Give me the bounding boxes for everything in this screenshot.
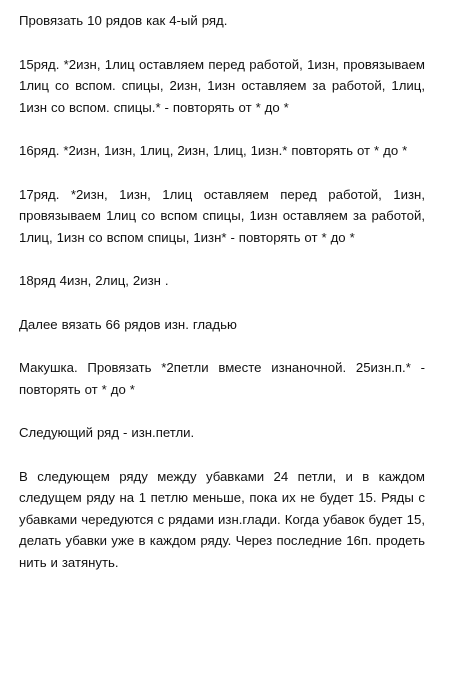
paragraph-decreases: В следующем ряду между убавками 24 петли, и в каждом следущем ряду на 1 петлю меньше, пока их не будет 15. Ряды с убавками чередуются с рядами изн.глади. Когда убавок будет 15, делать убавки уже в каждом ряду. Через последние 16п. продеть нить и затянуть. <box>19 468 425 570</box>
paragraph-row-15: 15ряд. *2изн, 1лиц оставляем перед работой, 1изн, провязываем 1лиц со вспом. спицы, 2изн, 1изн оставляем за работой, 1лиц, 1изн со вспом. спицы.* - повторять от * до * <box>19 56 425 115</box>
paragraph-rows-5-14: Провязать 10 рядов как 4-ый ряд. <box>19 13 228 28</box>
paragraph-purl-rows: Далее вязать 66 рядов изн. гладью <box>19 316 237 332</box>
paragraph-row-17: 17ряд. *2изн, 1изн, 1лиц оставляем перед работой, 1изн, провязываем 1лиц со вспом спицы, 1изн оставляем за работой, 1лиц, 1изн со вспом спицы, 1изн* - повторять от * до * <box>19 186 425 245</box>
paragraph-crown: Макушка. Провязать *2петли вместе изнаночной. 25изн.п.* - повторять от * до * <box>19 360 425 397</box>
paragraph-next-row: Следующий ряд - изн.петли. <box>19 425 195 440</box>
paragraph-row-18: 18ряд 4изн, 2лиц, 2изн . <box>19 273 169 288</box>
paragraph-row-16: 16ряд. *2изн, 1изн, 1лиц, 2изн, 1лиц, 1изн.* повторять от * до * <box>19 143 408 158</box>
